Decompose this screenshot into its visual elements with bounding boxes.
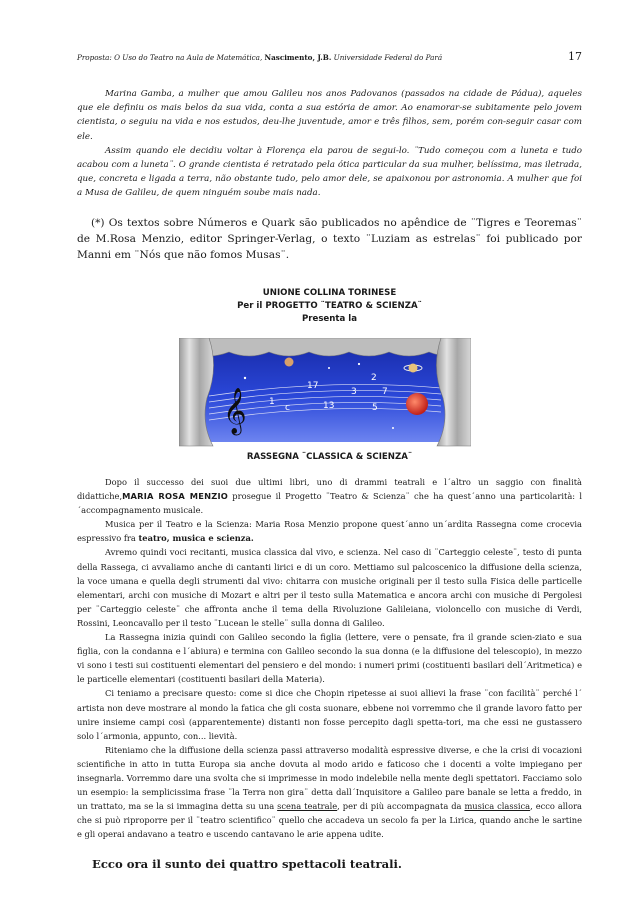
intro-paragraph-2: Assim quando ele decidiu voltar à Florença ela parou de segui-lo. ¨Tudo começou com a luneta e tudo acabou com a luneta¨. O grande cientista é retratado pela ótica particular da sua mulher, belíssima, mas iletrada, que, concreta e ligada a terra, não obstante tudo, pelo amor dele, se apaixonou por astronomia. A mulher que foi a Musa de Galileu, de quem ninguém soube mais nada. <box>77 145 582 199</box>
author-name: MARIA ROSA MENZIO <box>122 491 229 502</box>
moon-icon <box>285 358 294 367</box>
header-institution: Universidade Federal do Pará <box>333 53 443 62</box>
underlined-text: musica classica <box>464 801 531 812</box>
stage-number: 13 <box>323 401 335 411</box>
treble-clef-icon: 𝄞 <box>223 388 247 434</box>
closing-heading: Ecco ora il sunto dei quattro spettacoli teatrali. <box>92 857 402 871</box>
footnote-text: (*) Os textos sobre Números e Quark são publicados no apêndice de ¨Tigres e Teoremas¨ de M.Rosa Menzio, editor Springer-Verlag, o texto ¨Luziam as estrelas¨ foi publicado por Manni em ¨Nós que não fomos Musas¨. <box>77 217 582 261</box>
announcement-heading <box>77 287 582 326</box>
project-name: Per il PROGETTO ¨TEATRO & SCIENZA¨ <box>237 301 422 311</box>
saturn-icon <box>409 364 418 373</box>
body-paragraph-2: Musica per il Teatro e la Scienza: Maria Rosa Menzio propone quest´anno un´ardita Rassegna come crocevia espressivo fra teatro, musica e scienza. <box>77 519 582 544</box>
body-paragraph-4: La Rassegna inizia quindi con Galileo secondo la figlia (lettere, vere o pensate, fra il grande scien-ziato e sua figlia, con la condanna e l´abiura) e termina con Galileo secondo la sua donna (e la diffusione del telescopio), in mezzo vi sono i testi sui costituenti elementari del pensiero e del mondo: i numeri primi (costituenti basilari dell´Aritmetica) e le particelle elementari (costituenti basilari della Materia). <box>77 632 582 685</box>
body-section <box>77 475 582 841</box>
underlined-text: scena teatrale <box>277 801 338 812</box>
header-text: Proposta: O Uso do Teatro na Aula de Matemática, Nascimento, J.B. Universidade Federal do Pará <box>77 53 443 62</box>
rassegna-heading: RASSEGNA ¨CLASSICA & SCIENZA¨ <box>246 452 413 462</box>
intro-section <box>77 87 582 201</box>
stage-number: 5 <box>372 403 378 413</box>
stage-number: 3 <box>351 387 357 397</box>
emphasis-text: teatro, musica e scienza. <box>138 533 254 544</box>
red-planet-icon <box>406 393 428 415</box>
org-name: UNIONE COLLINA TORINESE <box>262 288 397 298</box>
stage-number: 2 <box>371 373 377 383</box>
header-authors: Nascimento, J.B. <box>264 53 332 62</box>
running-header <box>77 50 582 63</box>
intro-paragraph-1: Marina Gamba, a mulher que amou Galileu nos anos Padovanos (passados na cidade de Pádua), aqueles que ele definiu os mais belos da sua vida, conta a sua estória de amor. Ao enamorar-se subitamente pelo jovem cientista, o seguiu na vida e nos estudos, deu-lhe juventude, amor e três filhos, sem, porém con-seguir casar com ele. <box>77 89 582 142</box>
stage-number: 1 <box>269 397 275 407</box>
presents-line: Presenta la <box>301 314 358 324</box>
page-number: 17 <box>568 50 582 63</box>
stage-svg <box>179 338 471 448</box>
body-paragraph-3: Avremo quindi voci recitanti, musica classica dal vivo, e scienza. Nel caso di ¨Carteggio celeste¨, testo di punta della Rassega, ci avvaliamo anche di cantanti lirici e di un coro. Mettiamo sul palcoscenico la diffusione della scienza, la voce umana e quella degli strumenti dal vivo: chitarra con musiche originali per il testo sulla Fisica delle particelle elementari, archi con musiche di Mozart e altri per il testo sulla Matematica e ancora archi con musiche di Pergolesi per ¨Carteggio celeste¨ che affronta anche il tema della Rivoluzione Galileiana, violoncello con musiche di Verdi, Rossini, Leoncavallo per il testo ¨Lucean le stelle¨ sulla donna di Galileo. <box>77 547 582 628</box>
stage-number: c <box>285 403 290 413</box>
footnote-section <box>77 216 582 263</box>
body-paragraph-5: Ci teniamo a precisare questo: come si dice che Chopin ripetesse ai suoi allievi la frase ¨con facilità¨ perché l´ artista non deve mostrare al mondo la fatica che gli costa suonare, ebbene noi vorremmo che il grande lavoro fatto per unire insieme campi così (apparentemente) distanti non fosse percepito dagli spetta-tori, ma che essi ne gustassero solo l´armonia, appunto, con... lievità. <box>77 688 582 741</box>
body-paragraph-6: Riteniamo che la diffusione della scienza passi attraverso modalità espressive diverse, e che la crisi di vocazioni scientifiche in atto in tutta Europa sia anche dovuta al modo arido e faticoso che i docenti a volte impiegano per insegnarla. Vorremmo dare una svolta che si imprimesse in modo indelebile nella mente degli spettatori. Facciamo solo un esempio: la semplicissima frase ¨la Terra non gira¨ detta dall´Inquisitore a Galileo pare banale se letta a freddo, in un trattato, ma se la si immagina detta su una scena teatrale, per di più accompagnata da musica classica, ecco allora che si può riproporre per il ¨teatro scientifico¨ quello che accadeva un secolo fa per la Lirica, quando anche le sartine e gli operai andavano a teatro e uscendo cantavano le arie appena udite. <box>77 744 582 840</box>
stage-number: 7 <box>382 387 388 397</box>
stage-number: 17 <box>307 381 319 391</box>
body-paragraph-1: Dopo il successo dei suoi due ultimi libri, uno di drammi teatrali e l´altro un saggio con finalità didattiche,MARIA ROSA MENZIO prosegue il Progetto ¨Teatro & Scienza¨ che ha quest´anno una particolarità: l´accompagnamento musicale. <box>77 477 582 516</box>
stage-illustration <box>179 338 471 448</box>
